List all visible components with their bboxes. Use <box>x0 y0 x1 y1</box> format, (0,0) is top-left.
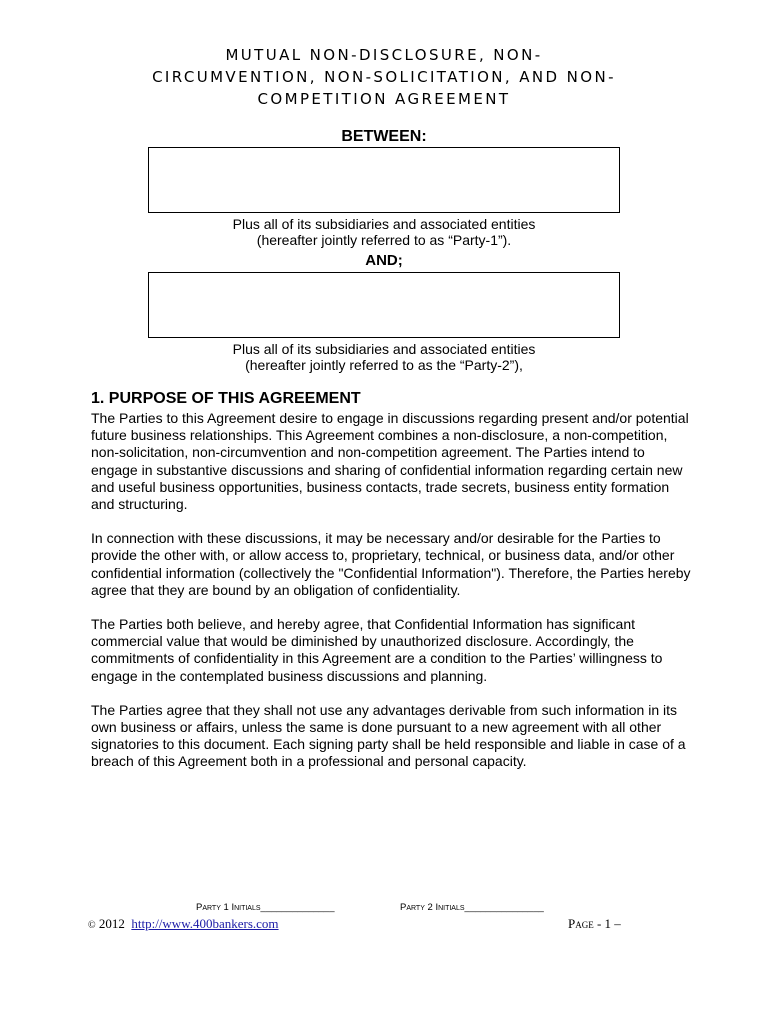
section-1-body <box>91 410 691 788</box>
copyright-year: 2012 <box>98 916 125 931</box>
party-2-name-field[interactable] <box>148 272 620 338</box>
party-2-note <box>0 341 768 373</box>
party-1-note-line-1: Plus all of its subsidiaries and associated entities <box>232 216 536 232</box>
title-line-3: COMPETITION AGREEMENT <box>257 90 511 108</box>
title-line-1: MUTUAL NON-DISCLOSURE, NON- <box>225 46 543 64</box>
party-1-initials-line: Party 1 Initials______________ <box>196 902 335 913</box>
and-label: AND; <box>365 252 403 269</box>
footer-copyright <box>88 916 279 932</box>
page-number: Page - 1 – <box>568 916 621 931</box>
paragraph: In connection with these discussions, it may be necessary and/or desirable for the Parties to provide the other with, or allow access to, proprietary, technical, or business data, and/or other confidential information (collectively the "Confidential Information"). Therefore, the Parties hereby agree that they are bound by an obligation of confidentiality. <box>91 530 691 598</box>
party-2-initials-line: Party 2 Initials_______________ <box>400 902 544 913</box>
section-1-heading: 1. PURPOSE OF THIS AGREEMENT <box>91 390 361 407</box>
document-title <box>60 44 708 110</box>
paragraph: The Parties both believe, and hereby agree, that Confidential Information has significant commercial value that would be diminished by unauthorized disclosure. Accordingly, the commitments of confidentiality in this Agreement are a condition to the Parties’ willingness to engage in the contemplated business discussions and planning. <box>91 616 663 684</box>
website-link[interactable]: http://www.400bankers.com <box>131 916 279 931</box>
party-1-name-field[interactable] <box>148 147 620 213</box>
copyright-symbol: © <box>88 920 96 931</box>
paragraph: The Parties agree that they shall not use any advantages derivable from such information in its own business or affairs, unless the same is done pursuant to a new agreement with all other signatories to this document. Each signing party shall be held responsible and liable in case of a breach of this Agreement both in a professional and personal capacity. <box>91 701 686 770</box>
party-1-note-line-2: (hereafter jointly referred to as “Party-1”). <box>256 232 512 248</box>
title-line-2: CIRCUMVENTION, NON-SOLICITATION, AND NON- <box>152 68 616 86</box>
paragraph: The Parties to this Agreement desire to engage in discussions regarding present and/or potential future business relationships. This Agreement combines a non-disclosure, a non-competition, non-solicitation, non-circumvention and non-competition agreement. The Parties intend to engage in substantive discussions and sharing of confidential information regarding certain new and useful business opportunities, business contacts, trade secrets, business entity formation and structuring. <box>91 410 689 513</box>
party-1-note <box>0 216 768 248</box>
party-2-note-line-2: (hereafter jointly referred to as the “Party-2”), <box>245 357 523 373</box>
between-label: BETWEEN: <box>341 128 427 145</box>
party-2-note-line-1: Plus all of its subsidiaries and associated entities <box>232 341 536 357</box>
